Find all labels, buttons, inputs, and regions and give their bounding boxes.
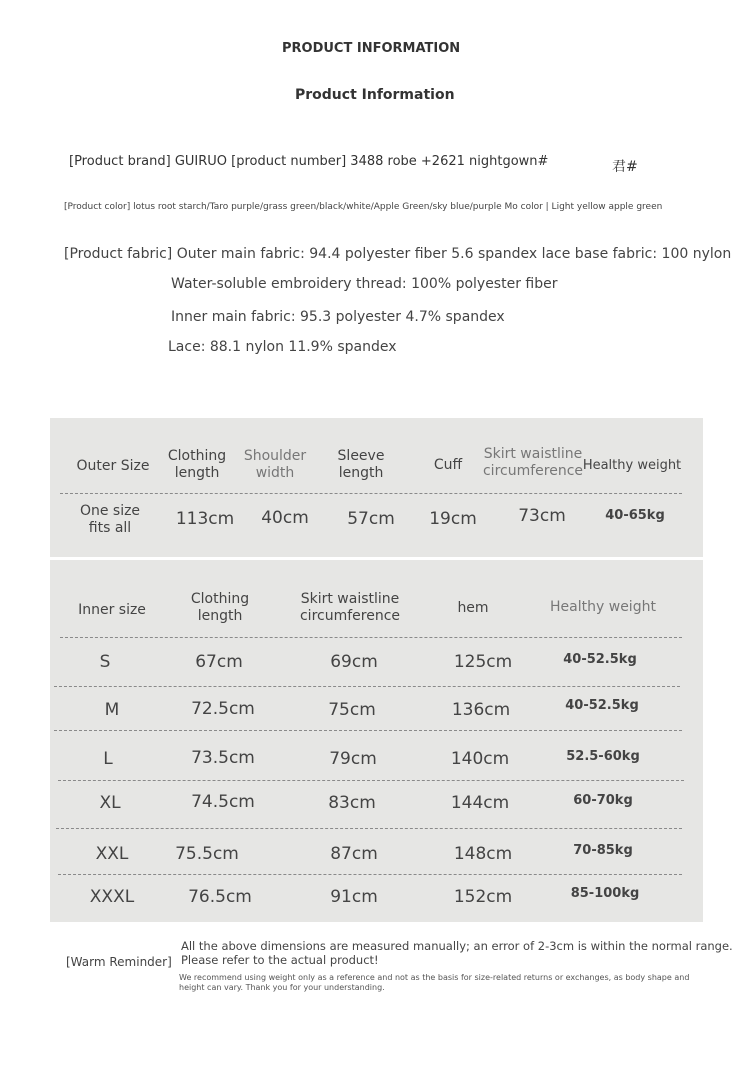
inner-row-clothing-length: 73.5cm bbox=[191, 748, 255, 768]
page-subtitle: Product Information bbox=[295, 87, 455, 103]
inner-header-size: Inner size bbox=[78, 602, 146, 618]
fabric-line-4: Lace: 88.1 nylon 11.9% spandex bbox=[168, 339, 397, 355]
reminder-line-4: height can vary. Thank you for your understanding. bbox=[179, 983, 385, 992]
inner-row-healthy-weight: 70-85kg bbox=[573, 843, 633, 858]
outer-header-shoulder-width: Shoulder width bbox=[243, 448, 307, 481]
fabric-line-2: Water-soluble embroidery thread: 100% polyester fiber bbox=[171, 276, 558, 292]
inner-divider-3 bbox=[58, 780, 684, 781]
outer-divider bbox=[60, 493, 682, 494]
inner-row-healthy-weight: 52.5-60kg bbox=[566, 749, 640, 764]
inner-row-hem: 140cm bbox=[450, 749, 510, 769]
inner-row-healthy-weight: 60-70kg bbox=[573, 793, 633, 808]
inner-row-hem: 125cm bbox=[453, 652, 513, 672]
outer-size-table bbox=[50, 418, 703, 557]
inner-row-size: XXXL bbox=[89, 887, 135, 907]
inner-row-clothing-length: 74.5cm bbox=[191, 792, 255, 812]
fabric-line-3: Inner main fabric: 95.3 polyester 4.7% spandex bbox=[171, 309, 505, 325]
inner-row-skirt-waistline: 87cm bbox=[330, 844, 378, 864]
outer-header-skirt-waistline: Skirt waistline circumference bbox=[482, 446, 584, 479]
inner-row-clothing-length: 72.5cm bbox=[191, 699, 255, 719]
outer-row-cuff: 19cm bbox=[429, 509, 477, 529]
inner-row-healthy-weight: 40-52.5kg bbox=[565, 698, 639, 713]
reminder-line-1: All the above dimensions are measured manually; an error of 2-3cm is within the normal range. bbox=[181, 939, 733, 953]
brand-mark: 君# bbox=[612, 159, 638, 175]
inner-row-size: M bbox=[104, 700, 120, 720]
inner-row-skirt-waistline: 79cm bbox=[329, 749, 377, 769]
inner-header-skirt-waistline: Skirt waistline circumference bbox=[299, 591, 401, 624]
reminder-line-2: Please refer to the actual product! bbox=[181, 953, 379, 967]
outer-header-clothing-length: Clothing length bbox=[167, 448, 227, 481]
outer-row-shoulder-width: 40cm bbox=[261, 508, 309, 528]
inner-row-hem: 148cm bbox=[453, 844, 513, 864]
color-line: [Product color] lotus root starch/Taro purple/grass green/black/white/Apple Green/sky blue/purple Mo color | Light yellow apple green bbox=[64, 202, 663, 212]
fabric-line-1: [Product fabric] Outer main fabric: 94.4 polyester fiber 5.6 spandex lace base fabric: 100 nylon bbox=[64, 246, 732, 262]
inner-divider-1 bbox=[54, 686, 680, 687]
inner-divider-2 bbox=[54, 730, 682, 731]
outer-row-skirt-waistline: 73cm bbox=[518, 506, 566, 526]
inner-row-skirt-waistline: 91cm bbox=[330, 887, 378, 907]
inner-header-clothing-length: Clothing length bbox=[190, 591, 250, 624]
inner-row-size: S bbox=[99, 652, 111, 672]
inner-row-clothing-length: 76.5cm bbox=[188, 887, 252, 907]
outer-row-healthy-weight: 40-65kg bbox=[605, 508, 665, 523]
inner-header-healthy-weight: Healthy weight bbox=[550, 599, 656, 615]
reminder-label: [Warm Reminder] bbox=[66, 955, 172, 969]
inner-row-hem: 152cm bbox=[453, 887, 513, 907]
inner-row-skirt-waistline: 83cm bbox=[328, 793, 376, 813]
inner-row-clothing-length: 75.5cm bbox=[175, 844, 239, 864]
inner-row-size: XXL bbox=[95, 844, 129, 864]
reminder-line-3: We recommend using weight only as a reference and not as the basis for size-related returns or exchanges, as body shape and bbox=[179, 973, 690, 982]
inner-row-hem: 144cm bbox=[450, 793, 510, 813]
outer-header-cuff: Cuff bbox=[433, 457, 463, 473]
inner-row-size: XL bbox=[99, 793, 121, 813]
inner-divider-5 bbox=[58, 874, 682, 875]
outer-row-clothing-length: 113cm bbox=[175, 509, 235, 529]
outer-header-healthy-weight: Healthy weight bbox=[582, 458, 682, 473]
inner-row-size: L bbox=[103, 749, 113, 769]
inner-divider-4 bbox=[56, 828, 682, 829]
inner-row-hem: 136cm bbox=[451, 700, 511, 720]
outer-row-sleeve-length: 57cm bbox=[347, 509, 395, 529]
inner-row-healthy-weight: 85-100kg bbox=[570, 886, 640, 901]
inner-size-table bbox=[50, 560, 703, 922]
inner-row-skirt-waistline: 75cm bbox=[328, 700, 376, 720]
inner-row-skirt-waistline: 69cm bbox=[330, 652, 378, 672]
outer-header-size: Outer Size bbox=[76, 458, 150, 474]
brand-line: [Product brand] GUIRUO [product number] 3488 robe +2621 nightgown# bbox=[69, 154, 549, 169]
inner-header-hem: hem bbox=[457, 600, 489, 616]
inner-divider-0 bbox=[60, 637, 682, 638]
outer-row-size: One size fits all bbox=[79, 503, 141, 536]
inner-row-clothing-length: 67cm bbox=[195, 652, 243, 672]
inner-row-healthy-weight: 40-52.5kg bbox=[563, 652, 637, 667]
page-title: PRODUCT INFORMATION bbox=[282, 41, 461, 56]
outer-header-sleeve-length: Sleeve length bbox=[337, 448, 385, 481]
